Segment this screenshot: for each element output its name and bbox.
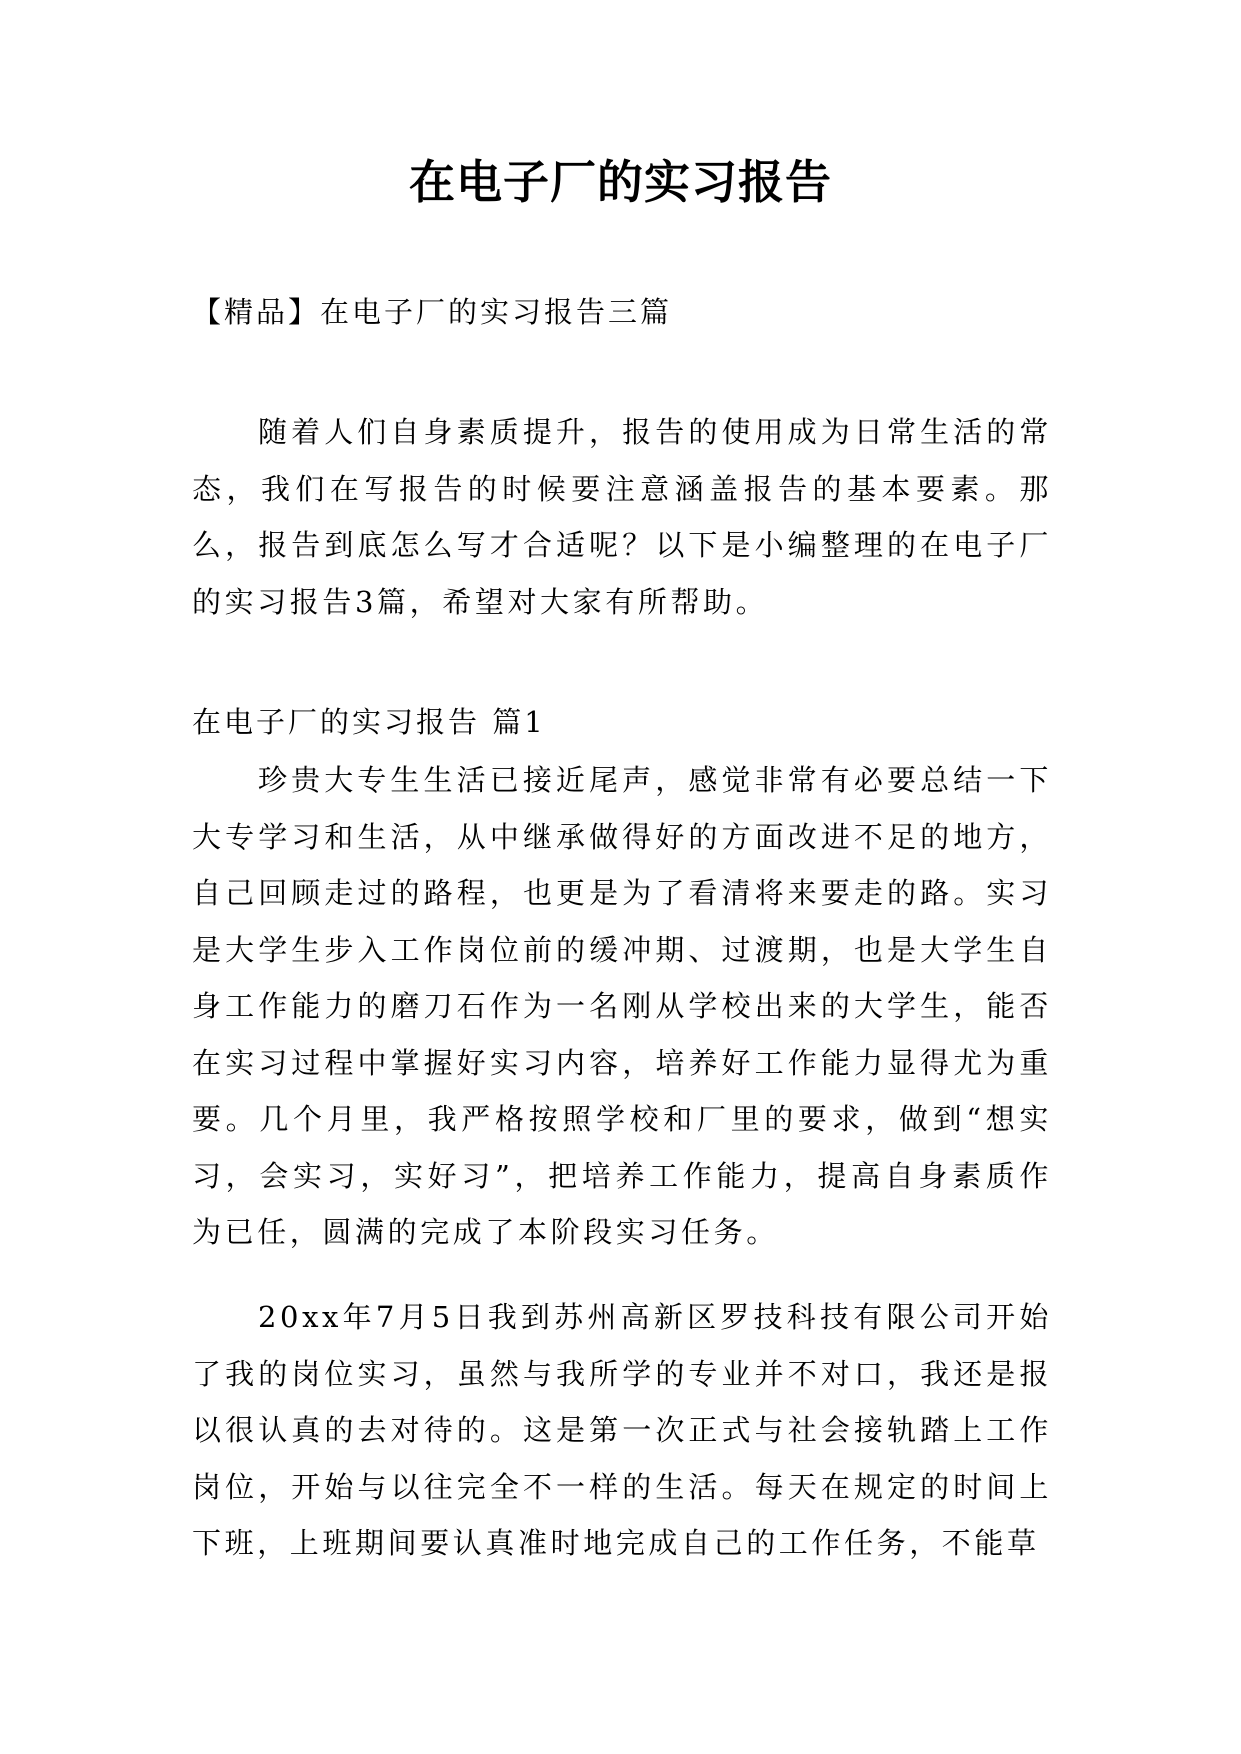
body-paragraph: 珍贵大专生生活已接近尾声，感觉非常有必要总结一下大专学习和生活，从中继承做得好的方面改进不足的地方，自己回顾走过的路程，也更是为了看清将来要走的路。实习是大学生步入工作岗位前的缓冲期、过渡期，也是大学生自身工作能力的磨刀石作为一名刚从学校出来的大学生，能否在实习过程中掌握好实习内容，培养好工作能力显得尤为重要。几个月里，我严格按照学校和厂里的要求，做到“想实习，会实习，实好习”，把培养工作能力，提高自身素质作为已任，圆满的完成了本阶段实习任务。 (192, 763, 1052, 1249)
document-subtitle: 【精品】在电子厂的实习报告三篇 (192, 295, 673, 329)
section-heading: 在电子厂的实习报告 篇1 (192, 705, 546, 739)
document-title: 在电子厂的实习报告 (409, 155, 832, 209)
body-paragraph: 20xx年7月5日我到苏州高新区罗技科技有限公司开始了我的岗位实习，虽然与我所学的专业并不对口，我还是报以很认真的去对待的。这是第一次正式与社会接轨踏上工作岗位，开始与以往完全不一样的生活。每天在规定的时间上下班，上班期间要认真准时地完成自己的工作任务，不能草 (192, 1300, 1052, 1560)
intro-paragraph: 随着人们自身素质提升，报告的使用成为日常生活的常态，我们在写报告的时候要注意涵盖报告的基本要素。那么，报告到底怎么写才合适呢？以下是小编整理的在电子厂的实习报告3篇，希望对大家有所帮助。 (192, 415, 1052, 619)
